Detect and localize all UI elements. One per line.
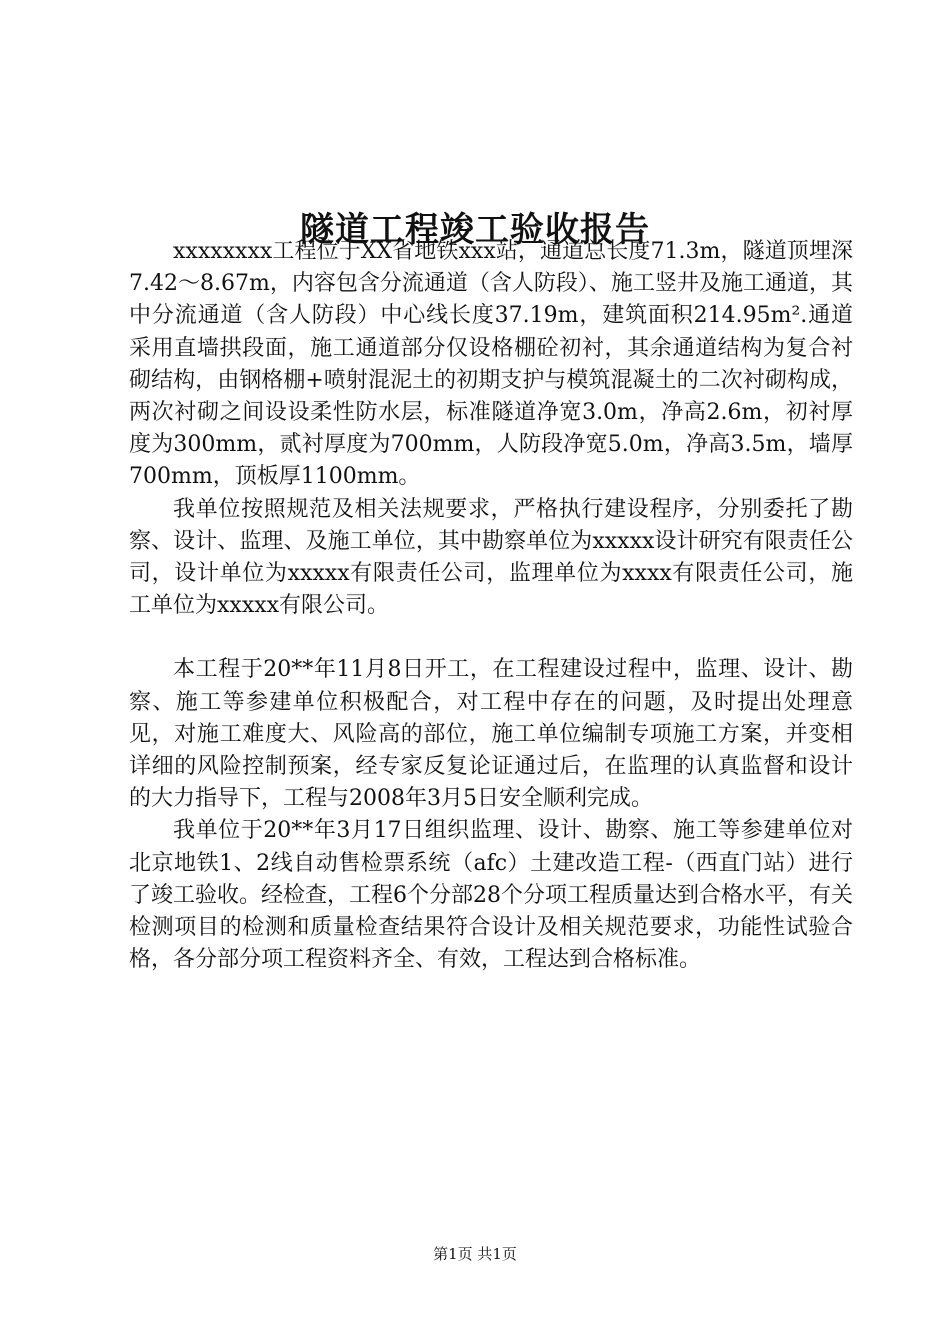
paragraph-project-overview: xxxxxxxx工程位于XX省地铁xxx站，通道总长度71.3m，隧道顶埋深7.42～8.67m，内容包含分流通道（含人防段）、施工竖井及施工通道，其中分流通道（含人防段）中心线长度37.19m，建筑面积214.95m².通道采用直墙拱段面，施工通道部分仅设格棚砼初衬，其余通道结构为复合衬砌结构，由钢格棚+喷射混泥土的初期支护与模筑混凝土的二次衬砌构成，两次衬砌之间设设柔性防水层，标准隧道净宽3.0m，净高2.6m，初衬厚度为300mm，贰衬厚度为700mm，人防段净宽5.0m，净高3.5m，墙厚700mm，顶板厚1100mm。: [129, 239, 853, 490]
paragraph-spacer: [129, 622, 853, 654]
document-title: 隧道工程竣工验收报告: [300, 209, 650, 250]
paragraph-construction-process: 本工程于20**年11月8日开工，在工程建设过程中，监理、设计、勘察、施工等参建单位积极配合，对工程中存在的问题，及时提出处理意见，对施工难度大、风险高的部位，施工单位编制专项施工方案，并变相详细的风险控制预案，经专家反复论证通过后，在监理的认真监督和设计的大力指导下，工程与2008年3月5日安全顺利完成。: [129, 657, 853, 812]
paragraph-participating-units: 我单位按照规范及相关法规要求，严格执行建设程序，分别委托了勘察、设计、监理、及施工单位，其中勘察单位为xxxxx设计研究有限责任公司，设计单位为xxxxx有限责任公司，监理单位为xxxx有限责任公司，施工单位为xxxxx有限公司。: [129, 496, 853, 619]
paragraph-acceptance-result: 我单位于20**年3月17日组织监理、设计、勘察、施工等参建单位对北京地铁1、2线自动售检票系统（afc）土建改造工程-（西直门站）进行了竣工验收。经检查，工程6个分部28个分项工程质量达到合格水平，有关检测项目的检测和质量检查结果符合设计及相关规范要求，功能性试验合格，各分部分项工程资料齐全、有效，工程达到合格标准。: [129, 818, 853, 973]
page-footer: 第1页 共1页: [433, 1245, 517, 1263]
document-body: [129, 236, 853, 976]
